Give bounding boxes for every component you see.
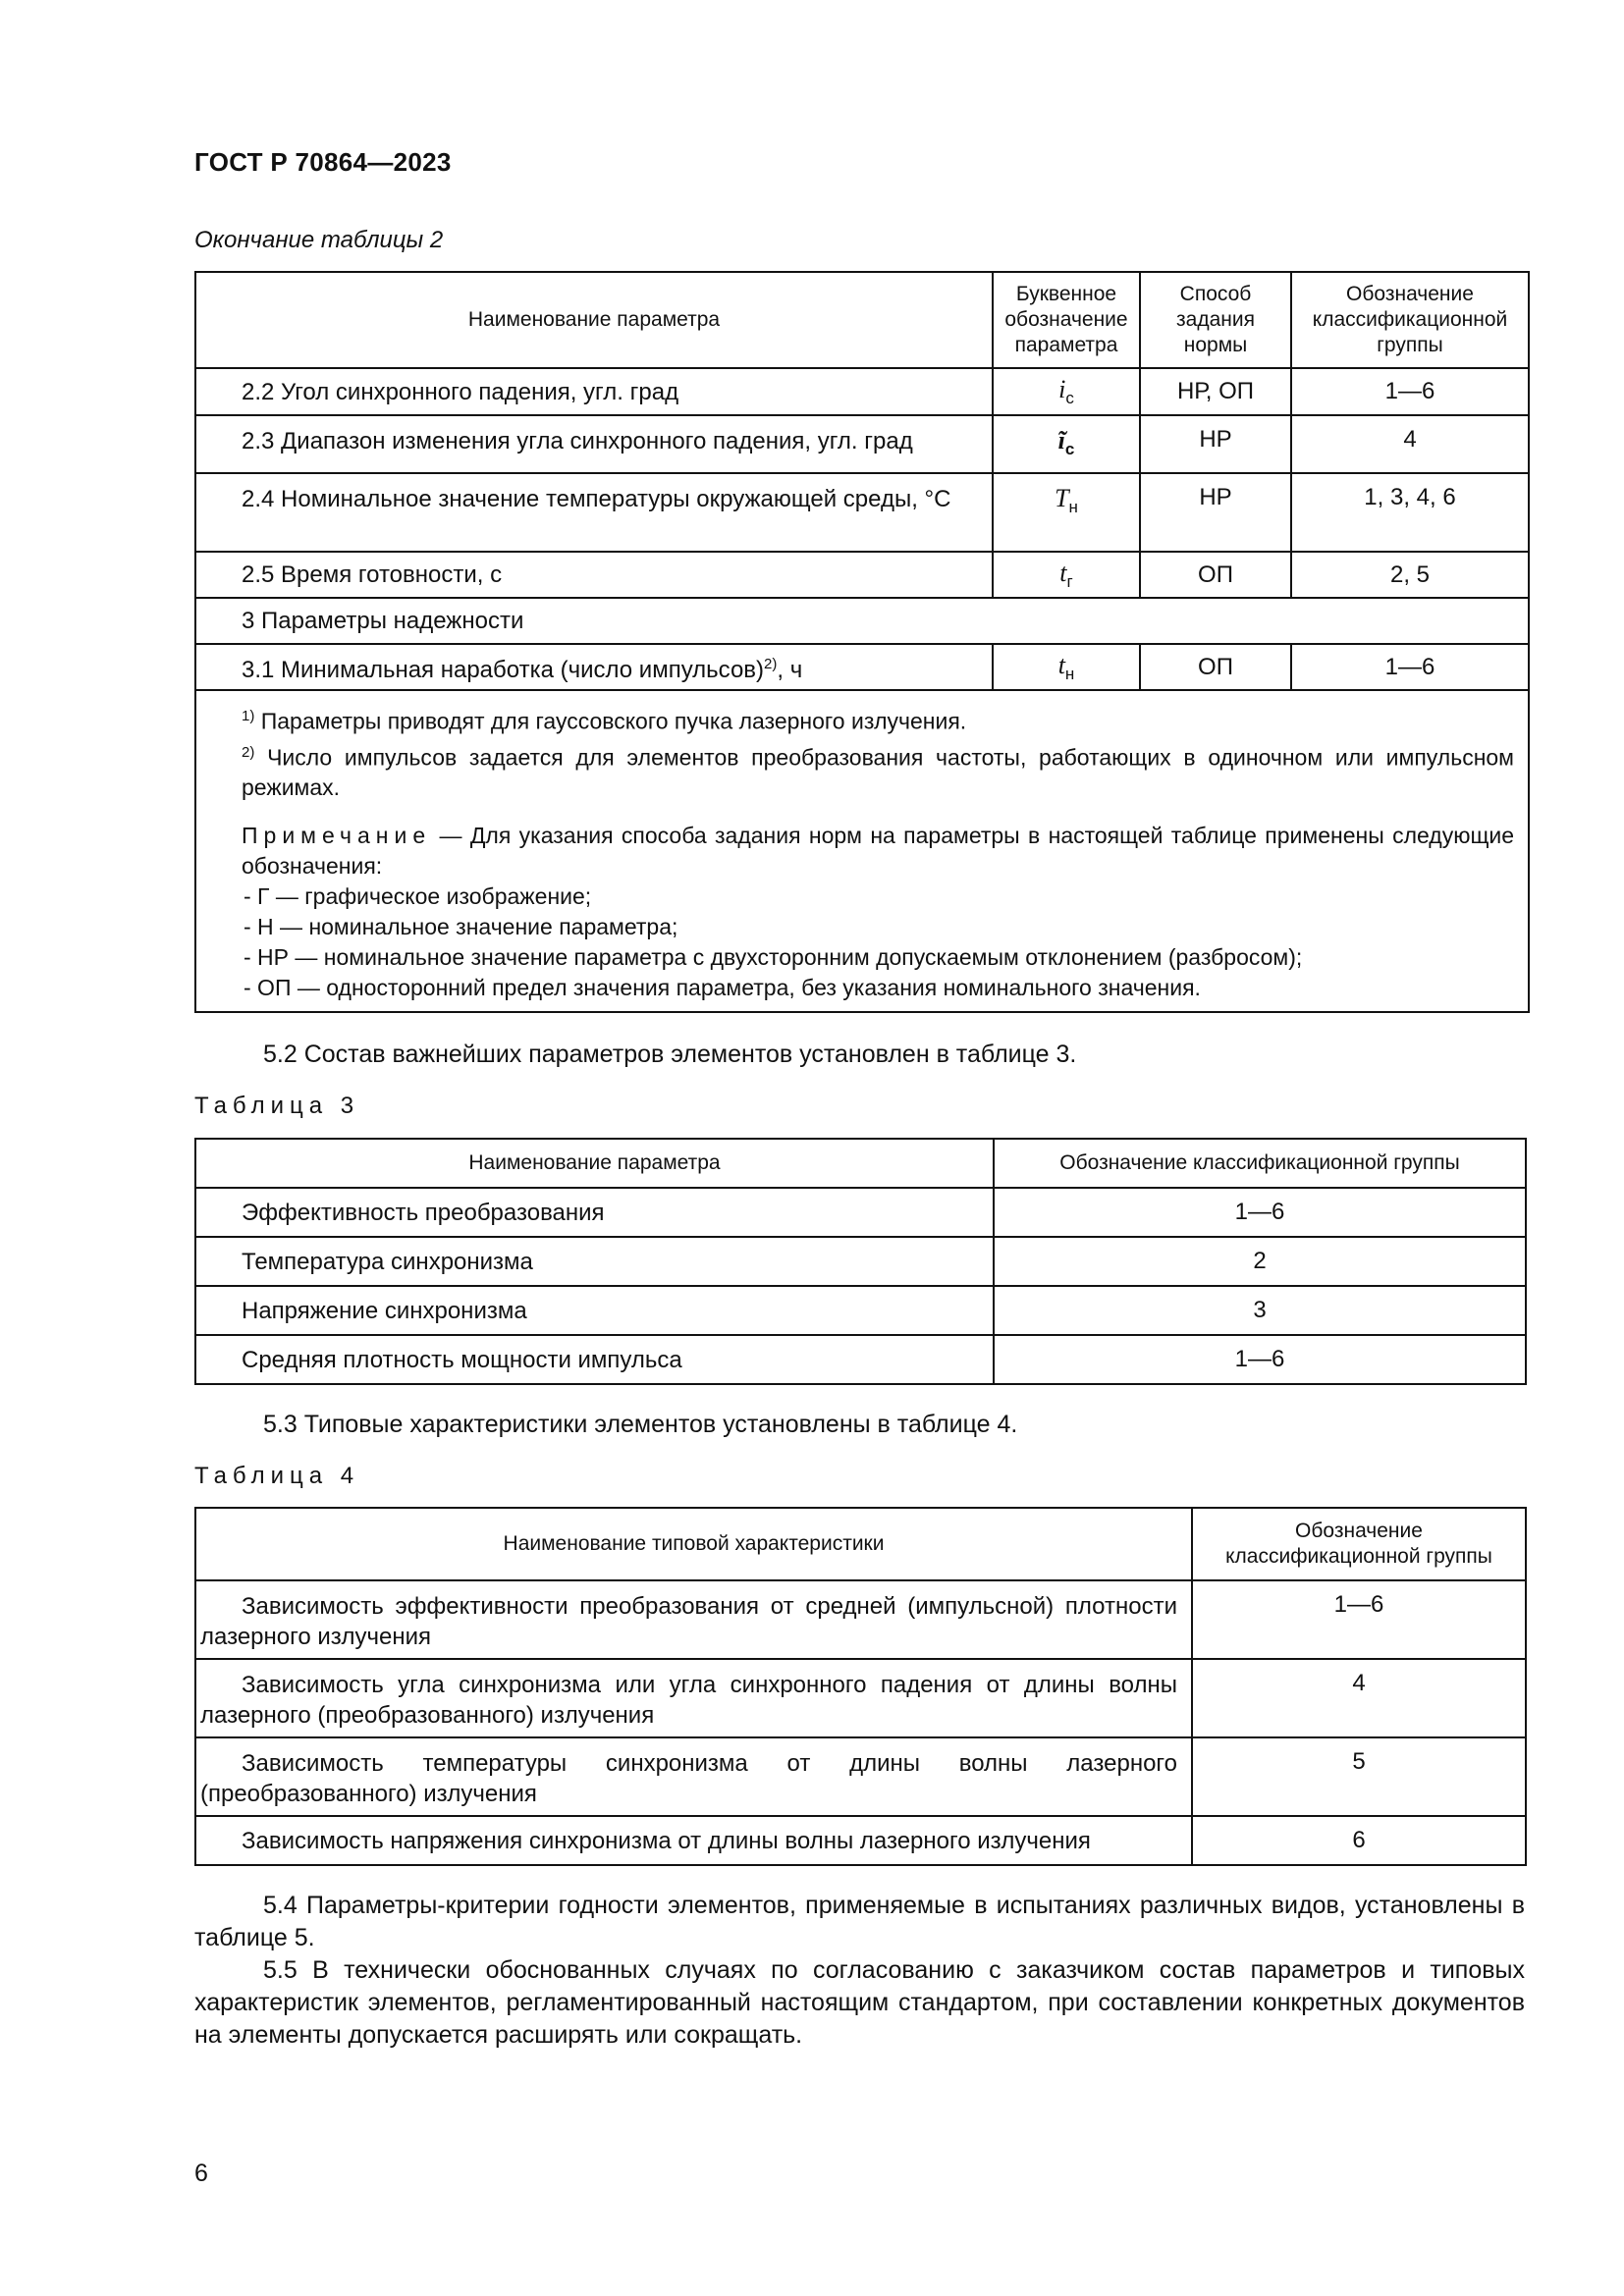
- table4-caption: Таблица 4: [194, 1463, 360, 1489]
- param-group: 1, 3, 4, 6: [1291, 473, 1529, 552]
- param-group: 1—6: [1291, 644, 1529, 690]
- paragraph-5-3: 5.3 Типовые характеристики элементов установлены в таблице 4.: [263, 1411, 1018, 1438]
- table-row: [195, 552, 1529, 598]
- table3-caption: Таблица 3: [194, 1093, 360, 1119]
- param-group: 1—6: [994, 1188, 1526, 1237]
- param-name: 2.2 Угол синхронного падения, угл. град: [195, 368, 993, 415]
- characteristic-name: Зависимость температуры синхронизма от длины волны лазерного (преобразованного) излучения: [195, 1737, 1192, 1816]
- table-section-row: [195, 598, 1529, 644]
- table-row: [195, 1737, 1526, 1816]
- table4-header-row: [195, 1508, 1526, 1580]
- param-symbol: $t_г$: [993, 552, 1140, 598]
- param-name: 2.3 Диапазон изменения угла синхронного падения, угл. град: [195, 415, 993, 473]
- param-group: 2, 5: [1291, 552, 1529, 598]
- paragraph-5-5: 5.5 В технически обоснованных случаях по согласованию с заказчиком состав параметров и типовых характеристик элементов, регламентированный настоящим стандартом, при составлении конкретных документов на элементы допускается расширять или сокращать.: [194, 1956, 1525, 2049]
- param-name: 2.5 Время готовности, с: [195, 552, 993, 598]
- table4-header-group: Обозначение классификационной группы: [1192, 1508, 1526, 1580]
- param-group: 4: [1291, 415, 1529, 473]
- table2-header-method: Способ задания нормы: [1140, 272, 1291, 368]
- table3-header-row: [195, 1139, 1526, 1188]
- note-item: - Н — номинальное значение параметра;: [244, 914, 678, 940]
- table-row: [195, 1580, 1526, 1659]
- table-row: [195, 415, 1529, 473]
- param-group: 1—6: [1291, 368, 1529, 415]
- table-row: [195, 1816, 1526, 1865]
- param-symbol: $t_н$: [993, 644, 1140, 690]
- note: Примечание — Для указания способа задания норм на параметры в настоящей таблице применены следующие обозначения:: [242, 823, 1515, 880]
- table3-header-name: Наименование параметра: [195, 1139, 994, 1188]
- param-group: 2: [994, 1237, 1526, 1286]
- table2-notes-row: [195, 690, 1529, 1012]
- table-row: [195, 1286, 1526, 1335]
- table-3: [194, 1138, 1527, 1385]
- param-group: 3: [994, 1286, 1526, 1335]
- characteristic-group: 6: [1192, 1816, 1526, 1865]
- param-name: Температура синхронизма: [195, 1237, 994, 1286]
- footnote-2: $^{2)}$ Число импульсов задается для элементов преобразования частоты, работающих в одиночном или импульсном режимах.: [242, 743, 1514, 801]
- note-item: - Г — графическое изображение;: [244, 883, 592, 910]
- table-row: [195, 473, 1529, 552]
- table2-notes: [195, 690, 1529, 1012]
- characteristic-name: Зависимость угла синхронизма или угла синхронного падения от длины волны лазерного (преобразованного) излучения: [195, 1659, 1192, 1737]
- table3-header-group: Обозначение классификационной группы: [994, 1139, 1526, 1188]
- footnote-1: $^{1)}$ Параметры приводят для гауссовского пучка лазерного излучения.: [242, 708, 967, 734]
- param-name: 3.1 Минимальная наработка (число импульсов)$^{2)}$, ч: [195, 644, 993, 690]
- param-method: НР: [1140, 415, 1291, 473]
- characteristic-group: 5: [1192, 1737, 1526, 1816]
- param-name: Напряжение синхронизма: [195, 1286, 994, 1335]
- paragraph-5-4: 5.4 Параметры-критерии годности элементов, применяемые в испытаниях различных видов, установлены в таблице 5.: [194, 1892, 1525, 1951]
- param-name: Средняя плотность мощности импульса: [195, 1335, 994, 1384]
- section-3-title: 3 Параметры надежности: [195, 598, 1529, 644]
- param-method: НР, ОП: [1140, 368, 1291, 415]
- table-row: [195, 644, 1529, 690]
- table4-header-name: Наименование типовой характеристики: [195, 1508, 1192, 1580]
- document-code: ГОСТ Р 70864—2023: [194, 147, 452, 177]
- characteristic-group: 4: [1192, 1659, 1526, 1737]
- param-group: 1—6: [994, 1335, 1526, 1384]
- table-row: [195, 1659, 1526, 1737]
- table-row: [195, 1335, 1526, 1384]
- param-method: НР: [1140, 473, 1291, 552]
- param-name: 2.4 Номинальное значение температуры окружающей среды, °С: [195, 473, 993, 552]
- param-symbol: $T_н$: [993, 473, 1140, 552]
- param-symbol: $ĩ_с$: [993, 415, 1140, 473]
- param-name: Эффективность преобразования: [195, 1188, 994, 1237]
- characteristic-group: 1—6: [1192, 1580, 1526, 1659]
- table-2: [194, 271, 1530, 1013]
- param-symbol: $i_с$: [993, 368, 1140, 415]
- table-4: [194, 1507, 1527, 1866]
- table2-header-row: [195, 272, 1529, 368]
- page-number: 6: [194, 2160, 208, 2187]
- note-item: - ОП — односторонний предел значения параметра, без указания номинального значения.: [244, 975, 1201, 1001]
- paragraph-5-2: 5.2 Состав важнейших параметров элементов установлен в таблице 3.: [263, 1041, 1077, 1068]
- table2-caption: Окончание таблицы 2: [194, 227, 444, 253]
- table2-header-symbol: Буквенное обозначение параметра: [993, 272, 1140, 368]
- characteristic-name: Зависимость эффективности преобразования от средней (импульсной) плотности лазерного излучения: [195, 1580, 1192, 1659]
- param-method: ОП: [1140, 552, 1291, 598]
- table-row: [195, 1188, 1526, 1237]
- table-row: [195, 368, 1529, 415]
- table2-header-group: Обозначение классификационной группы: [1291, 272, 1529, 368]
- param-method: ОП: [1140, 644, 1291, 690]
- table2-header-name: Наименование параметра: [195, 272, 993, 368]
- note-item: - НР — номинальное значение параметра с двухсторонним допускаемым отклонением (разбросом);: [244, 944, 1303, 971]
- table-row: [195, 1237, 1526, 1286]
- characteristic-name: Зависимость напряжения синхронизма от длины волны лазерного излучения: [195, 1816, 1192, 1865]
